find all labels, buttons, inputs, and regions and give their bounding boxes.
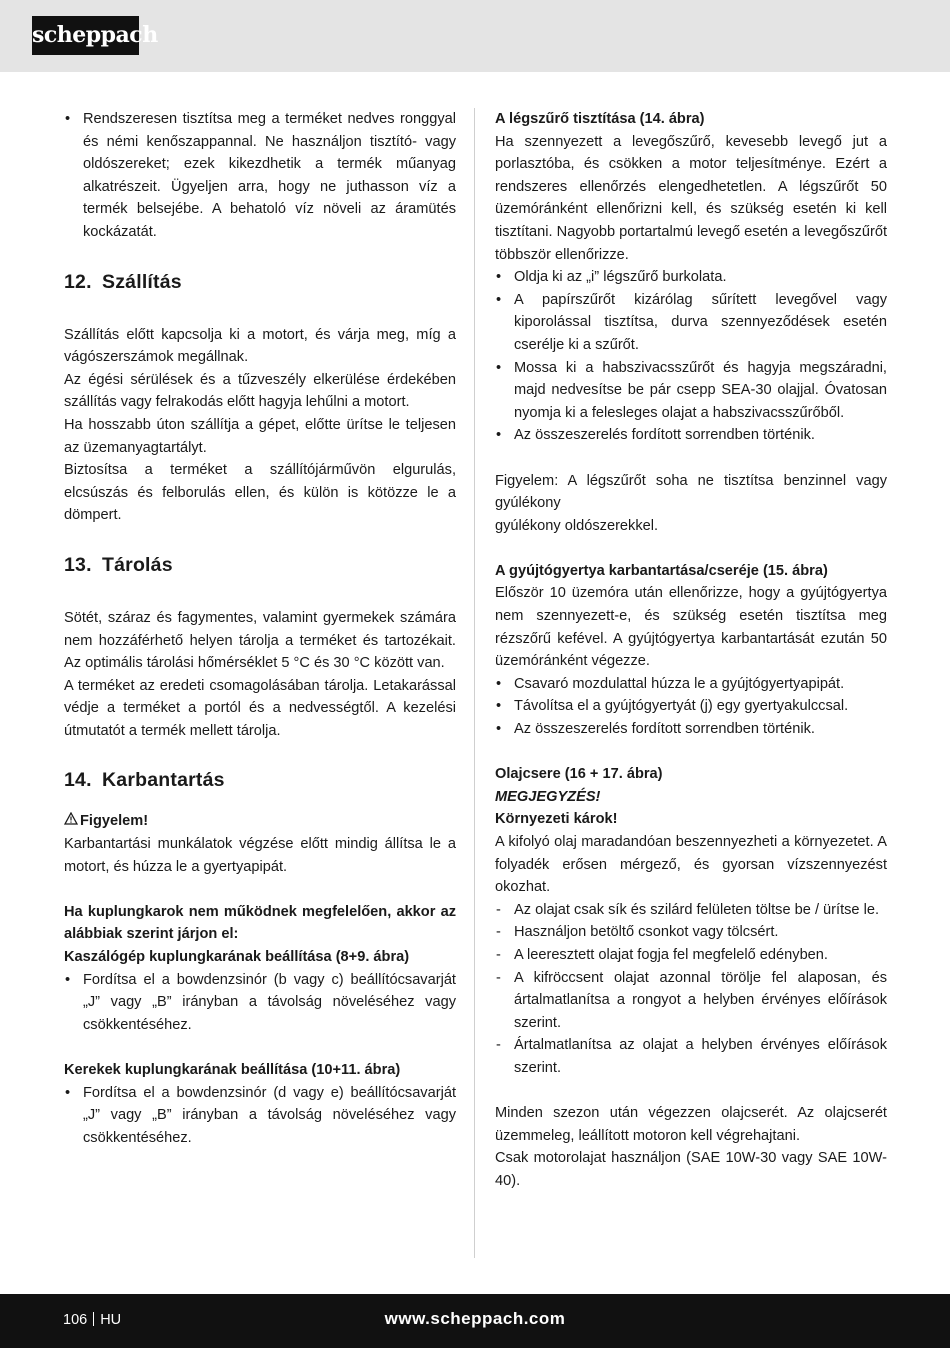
page-number: 106 HU <box>63 1312 122 1328</box>
environment-warning: Környezeti károk! <box>495 811 618 828</box>
list-item: • Csavaró mozdulattal húzza le a gyújtógyertyapipát. <box>495 673 887 696</box>
wheel-list <box>64 1082 456 1150</box>
list-item: - A kifröccsent olajat azonnal törölje fel alaposan, és ártalmatlanítsa a rongyot a helyben érvényes előírások szerint. <box>495 967 887 1035</box>
paragraph: Minden szezon után végezzen olajcserét. Az olajcserét üzemmeleg, leállított motoron kell végrehajtani. <box>495 1105 887 1144</box>
warning-text: Karbantartási munkálatok végzése előtt mindig állítsa le a motort, és húzza le a gyertyapipát. <box>64 836 456 875</box>
paragraph: Biztosítsa a terméket a szállítójárművön elgurulás, elcsúszás és felborulás ellen, és külön is kötözze le a dömpert. <box>64 462 456 524</box>
oil-list <box>495 899 887 1080</box>
list-item: • Mossa ki a habszivacsszűrőt és hagyja megszáradni, majd nedvesítse be pár csepp SEA-30 olajjal. Óvatosan nyomja ki a felesleges olajat a habszivacsszűrőből. <box>495 357 887 425</box>
note: gyúlékony oldószerekkel. <box>495 517 659 534</box>
list-item: • Az összeszerelés fordított sorrendben történik. <box>495 718 887 741</box>
warning-title: Figyelem! <box>64 810 456 833</box>
section-number: 13. <box>64 553 92 576</box>
list-item: • Fordítsa el a bowdenzsinór (b vagy c) beállítócsavarját „J” vagy „B” irányban a távolság növeléséhez vagy csökkentéséhez. <box>64 969 456 1037</box>
paragraph: Először 10 üzemóra után ellenőrizze, hogy a gyújtógyertya nem szennyezett-e, és szükség esetén tisztítsa meg rézszőrű kefével. A gyújtógyertya karbantartását ezután 50 üzemóránként végezze. <box>495 585 887 670</box>
air-filter-list <box>495 266 887 447</box>
section-title: Karbantartás <box>102 769 225 792</box>
list-item: - Az olajat csak sík és szilárd felületen töltse be / ürítse le. <box>495 899 887 922</box>
note-label: MEGJEGYZÉS! <box>495 788 601 805</box>
section-heading-maintenance <box>64 768 456 792</box>
left-column <box>64 108 456 1149</box>
list-item: • Az összeszerelés fordított sorrendben történik. <box>495 424 887 447</box>
section-heading-transport <box>64 270 456 294</box>
list-item: • Fordítsa el a bowdenzsinór (d vagy e) beállítócsavarját „J” vagy „B” irányban a távolság növeléséhez vagy csökkentéséhez. <box>64 1082 456 1150</box>
subheading: Kaszálógép kuplungkarának beállítása (8+9. ábra) <box>64 949 410 966</box>
subheading-spark-plug: A gyújtógyertya karbantartása/cseréje (15. ábra) <box>495 562 828 579</box>
paragraph: Az égési sérülések és a tűzveszély elkerülése érdekében szállítás vagy felrakodás előtt hagyja lehűlni a motort. <box>64 371 456 411</box>
language-code: HU <box>100 1312 122 1328</box>
page-footer <box>0 1294 950 1348</box>
subheading: Ha kuplungkarok nem működnek megfelelően, akkor az alábbiak szerint járjon el: <box>64 903 456 943</box>
section-number: 12. <box>64 270 92 293</box>
section-number: 14. <box>64 769 92 792</box>
list-item: • A papírszűrőt kizárólag sűrített levegővel vagy kiporolással tisztítsa, durva szennyeződések esetén cserélje ki a szűrőt. <box>495 289 887 357</box>
note: Figyelem: A légszűrőt soha ne tisztítsa benzinnel vagy gyúlékony <box>495 472 887 512</box>
paragraph: A kifolyó olaj maradandóan beszennyezheti a környezetet. A folyadék erősen mérgező, és gyorsan vízszennyezést okozhat. <box>495 834 887 896</box>
right-column <box>495 108 887 1193</box>
paragraph: Sötét, száraz és fagymentes, valamint gyermekek számára nem hozzáférhető helyen tárolja a terméket és tartozékait. Az optimális tárolási hőmérséklet 5 °C és 30 °C között van. <box>64 609 456 672</box>
paragraph: Ha hosszabb úton szállítja a gépet, előtte ürítse le teljesen az üzemanyagtartályt. <box>64 416 456 456</box>
subheading-air-filter: A légszűrő tisztítása (14. ábra) <box>495 111 705 127</box>
website-url: www.scheppach.com <box>384 1309 566 1328</box>
section-title: Szállítás <box>102 270 182 293</box>
subheading: Kerekek kuplungkarának beállítása (10+11. ábra) <box>64 1062 401 1078</box>
paragraph: A terméket az eredeti csomagolásában tárolja. Letakarással védje a terméket a portól és a nedvességtől. A kezelési útmutatót a termék mellett tárolja. <box>64 677 456 739</box>
list-item: - Ártalmatlanítsa az olajat a helyben érvényes előírások szerint. <box>495 1034 887 1079</box>
section-title: Tárolás <box>102 553 173 576</box>
paragraph: Szállítás előtt kapcsolja ki a motort, és várja meg, míg a vágószerszámok megállnak. <box>64 326 456 366</box>
warning-triangle-icon <box>64 810 80 833</box>
list-item: • Távolítsa el a gyújtógyertyát (j) egy gyertyakulccsal. <box>495 695 887 718</box>
scheppach-logo: scheppach <box>32 16 139 55</box>
paragraph: Ha szennyezett a levegőszűrő, kevesebb levegő jut a porlasztóba, és csökken a motor teljesítménye. Ezért a rendszeres ellenőrzés elengedhetetlen. A légszűrőt 50 üzemóránként ellenőrizni kell, és szükség esetén ki kell tisztítani. Nagyobb portartalmú levegő esetén a levegőszűrőt többször ellenőrizze. <box>495 133 887 263</box>
column-divider <box>474 108 475 1258</box>
list-item: - Használjon betöltő csonkot vagy tölcsért. <box>495 921 887 944</box>
subheading-oil-change: Olajcsere (16 + 17. ábra) <box>495 766 663 783</box>
clutch-list <box>64 969 456 1037</box>
page-header <box>0 0 950 72</box>
list-item: - A leeresztett olajat fogja fel megfelelő edényben. <box>495 944 887 967</box>
list-item: • Rendszeresen tisztítsa meg a terméket nedves ronggyal és némi kenőszappannal. Ne használjon tisztító- vagy oldószereket; ezek kikezdhetik a termék műanyag alkatrészeit. Ügyeljen arra, hogy ne juthasson víz a termék belsejébe. A behatoló víz növeli az áramütés kockázatát. <box>64 108 456 244</box>
intro-list <box>64 108 456 244</box>
paragraph: Csak motorolajat használjon (SAE 10W-30 vagy SAE 10W-40). <box>495 1150 887 1189</box>
list-item: • Oldja ki az „i” légszűrő burkolata. <box>495 266 887 289</box>
spark-plug-list <box>495 673 887 741</box>
section-heading-storage <box>64 553 456 577</box>
